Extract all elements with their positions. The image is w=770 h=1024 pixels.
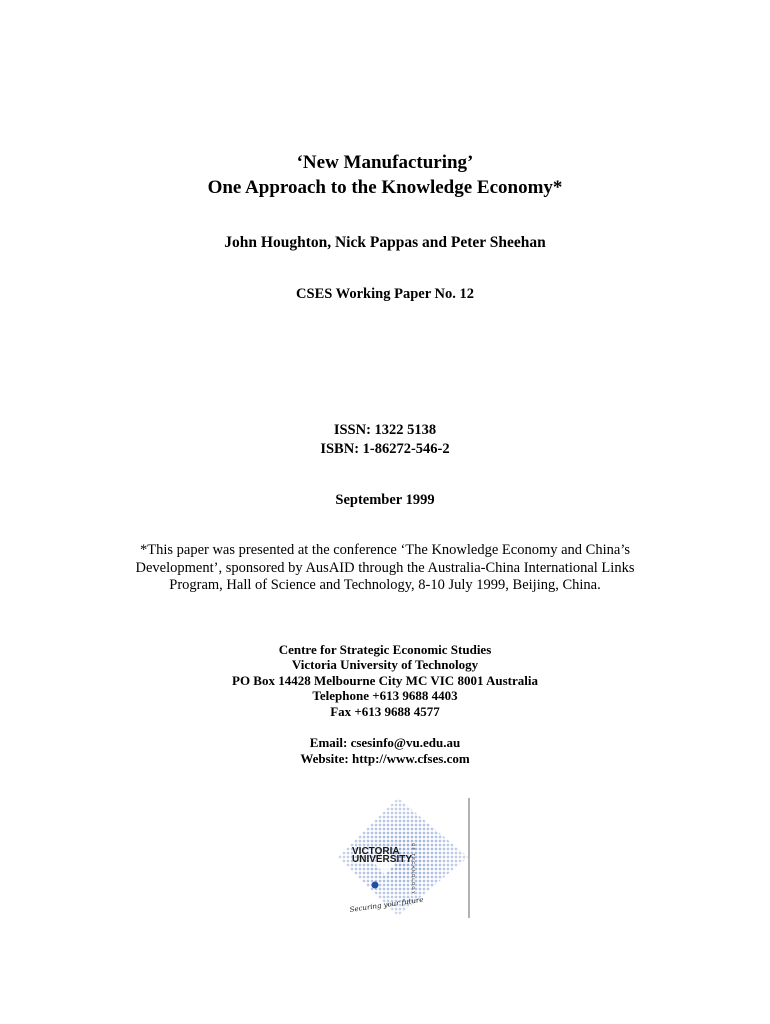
website: Website: http://www.cfses.com — [300, 751, 470, 766]
isbn: ISBN: 1-86272-546-2 — [320, 441, 450, 457]
logo-name-line-2: UNIVERSITY — [352, 854, 413, 865]
fax: Fax +613 9688 4577 — [330, 704, 440, 719]
footnote-line-1: *This paper was presented at the conference ‘The Knowledge Economy and China’s — [139, 542, 630, 558]
logo-tagline: Securing your future — [349, 895, 424, 914]
university-name: Victoria University of Technology — [291, 657, 479, 672]
title-line-1: ‘New Manufacturing’ — [296, 152, 474, 173]
publication-date: September 1999 — [335, 492, 435, 508]
footnote-line-3: Program, Hall of Science and Technology, 8-10 July 1999, Beijing, China. — [169, 577, 601, 593]
logo-vertical-text: OF TECHNOLOGY — [411, 843, 416, 895]
title-line-2: One Approach to the Knowledge Economy* — [207, 177, 563, 198]
issn: ISSN: 1322 5138 — [333, 422, 437, 438]
working-paper-number: CSES Working Paper No. 12 — [296, 286, 474, 302]
authors: John Houghton, Nick Pappas and Peter Sheehan — [224, 234, 546, 251]
footnote-line-2: Development’, sponsored by AusAID through the Australia-China International Links — [135, 560, 635, 576]
logo-name-line-1: VICTORIA — [352, 846, 400, 857]
email: Email: csesinfo@vu.edu.au — [309, 735, 461, 750]
logo-blue-dot — [372, 882, 379, 889]
victoria-university-logo — [338, 795, 473, 920]
telephone: Telephone +613 9688 4403 — [312, 688, 458, 703]
centre-name: Centre for Strategic Economic Studies — [278, 642, 492, 657]
postal-address: PO Box 14428 Melbourne City MC VIC 8001 Australia — [232, 673, 538, 688]
